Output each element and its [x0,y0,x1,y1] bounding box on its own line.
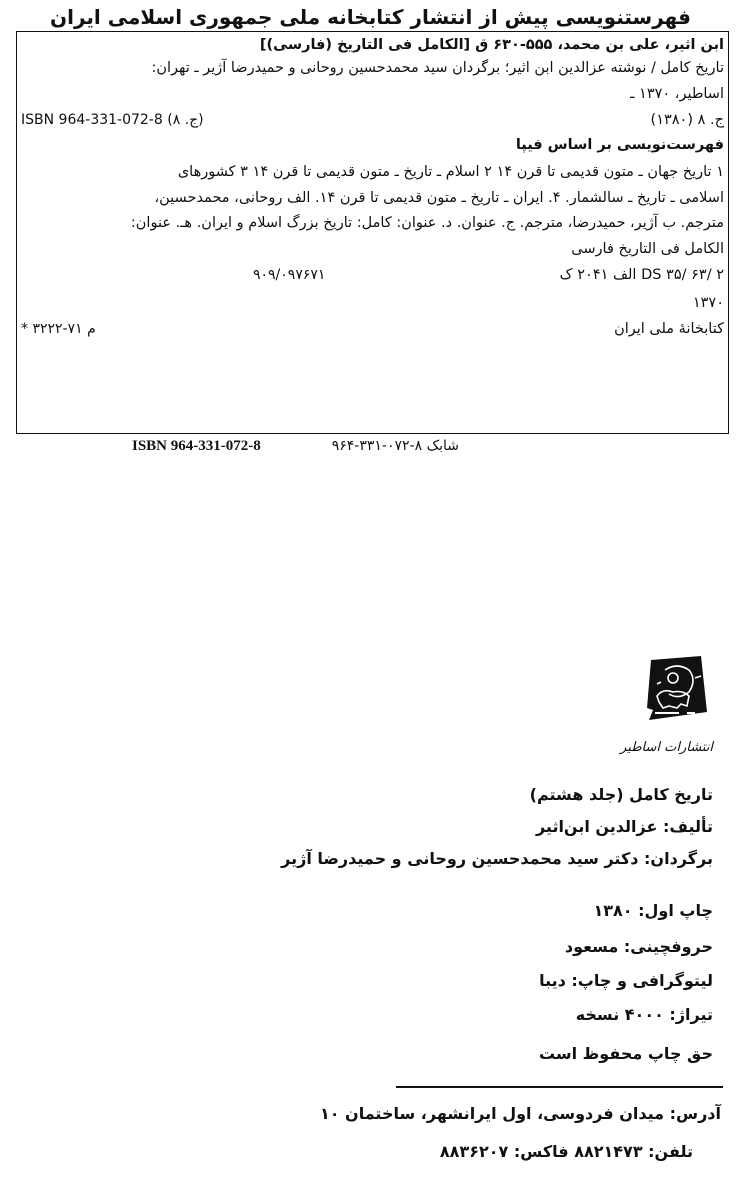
cip-record-box [16,31,729,434]
circulation-line: تیراژ: ۴۰۰۰ نسخه [575,1005,713,1024]
cip-publisher-line: اساطیر، ۱۳۷۰ ـ [630,86,724,102]
copyright-line: حق چاپ محفوظ است [538,1044,713,1063]
address-line: آدرس: میدان فردوسی، اول ایرانشهر، ساختمان ۱۰ [319,1104,721,1123]
cip-call-year: ۱۳۷۰ [692,295,724,311]
typesetting-line: حروفچینی: مسعود [564,937,713,956]
cip-library-name: کتابخانهٔ ملی ایران [614,321,724,337]
author-line: تألیف: عزالدین ابن‌اثیر [535,817,713,836]
divider [396,1086,723,1088]
cip-subject-line: مترجم. ب آژیر، حمیدرضا، مترجم. ج. عنوان. د. عنوان: کامل: تاریخ بزرگ اسلام و ایران. هـ. عنوان: [130,215,724,231]
cip-dewey-number: ۹۰۹/۰۹۷۶۷۱ [253,267,326,283]
cip-volume-row [21,109,724,131]
isbn-latin: ISBN 964-331-072-8 [132,438,261,454]
publisher-signature: انتشارات اساطیر [620,740,713,755]
cip-subject-line: اسلامی ـ تاریخ ـ سالشمار. ۴. ایران ـ تاریخ ـ متون قدیمی تا قرن ۱۴. الف روحانی، محمدحسین، [154,190,724,206]
cip-title-line: تاریخ کامل / نوشته عزالدین ابن اثیر؛ برگردان سید محمدحسین روحانی و حمیدرضا آژیر ـ تهران: [151,60,724,76]
first-edition-line: چاپ اول: ۱۳۸۰ [593,901,713,920]
phone-fax-line: تلفن: ۸۸۲۱۴۷۳ فاکس: ۸۸۳۶۲۰۷ [439,1142,693,1161]
cip-subject-line: الکامل فی التاریخ فارسی [571,241,724,257]
cip-classification-row [21,264,724,286]
translators-line: برگردان: دکتر سید محمدحسین روحانی و حمیدرضا آژیر [281,849,713,868]
cip-subject-line: ۱ تاریخ جهان ـ متون قدیمی تا قرن ۱۴ ۲ اسلام ـ تاریخ ـ متون قدیمی تا قرن ۱۴ ۳ کشورهای [177,164,724,180]
cip-volume-line: ج. ۸ (۱۳۸۰) [650,112,724,128]
page-title: فهرستنویسی پیش از انتشار کتابخانه ملی جمهوری اسلامی ایران [50,5,691,29]
publisher-logo-icon [643,656,709,726]
cip-record-number: * م ۷۱-۳۲۲۲ [21,321,96,337]
isbn-row [0,438,741,460]
cip-author-line: ابن اثیر، علی بن محمد، ۵۵۵-۶۳۰ ق [الکامل فی التاریخ (فارسی)] [259,37,724,53]
printing-line: لیتوگرافی و چاپ: دیبا [539,971,713,990]
cip-library-row [21,318,724,340]
book-title: تاریخ کامل (جلد هشتم) [529,785,713,804]
cip-volume-isbn: ISBN 964-331-072-8 (ج. ۸) [21,112,204,128]
cip-fipa-line: فهرست‌نویسی بر اساس فیپا [515,137,724,153]
cip-call-number: DS ۳۵/ ۶۳/ ۲ الف ۲۰۴۱ ک [559,267,724,283]
isbn-persian: شابک ۸-۰۷۲-۳۳۱-۹۶۴ [331,438,459,454]
